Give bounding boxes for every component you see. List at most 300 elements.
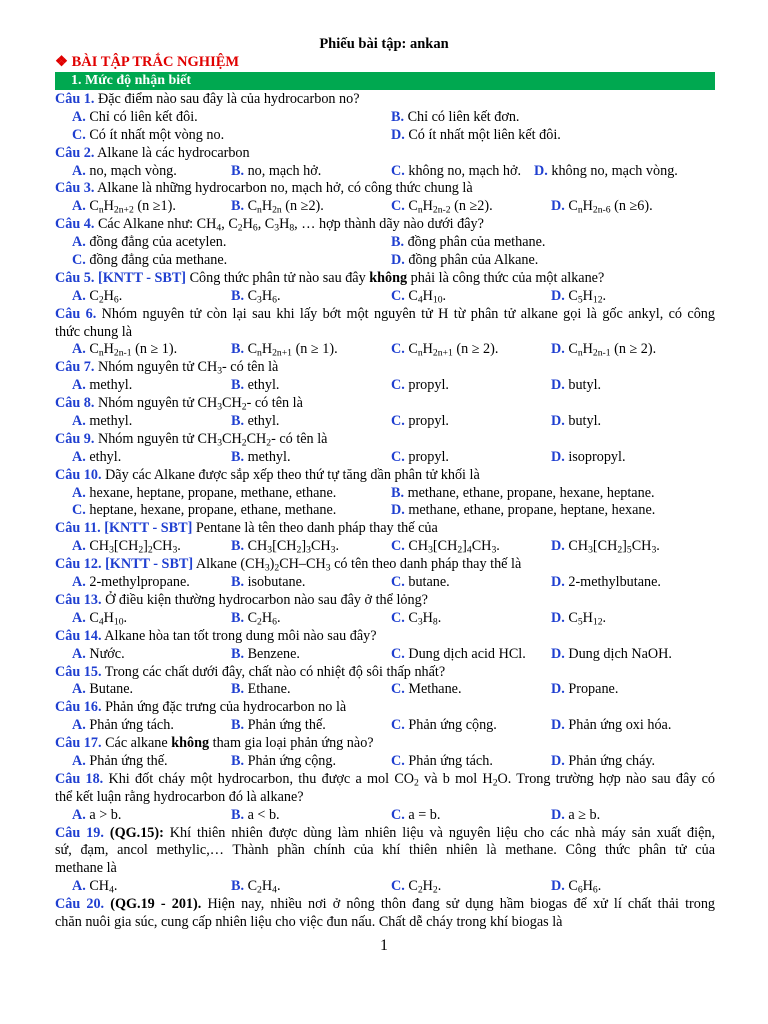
answer-option xyxy=(72,502,336,520)
option-letter: A. xyxy=(72,377,86,394)
answer-option xyxy=(391,288,446,306)
option-letter: B. xyxy=(231,377,245,394)
answer-option xyxy=(551,681,618,699)
options-row xyxy=(55,377,715,395)
question-text: Trong các chất dưới đây, chất nào có nhiệt độ sôi thấp nhất? xyxy=(101,663,446,680)
option-letter: D. xyxy=(551,574,565,591)
answer-option xyxy=(72,163,177,181)
option-letter: B. xyxy=(231,806,245,823)
question-text: Khi đốt cháy một hydrocarbon, thu được a mol $CO_2$ và b mol $H_2O$. Trong trường hợp nào sau đây có xyxy=(103,770,715,789)
question-text: [KNTT - SBT] Alkane $(CH_3)_2CH-CH_3$ có tên theo danh pháp thay thế là xyxy=(105,556,522,574)
option-text: Dung dịch NaOH. xyxy=(564,645,672,662)
answer-option xyxy=(551,610,606,628)
question-number: Câu 2. xyxy=(55,144,95,161)
option-letter: A. xyxy=(72,609,86,626)
option-text: propyl. xyxy=(404,448,449,465)
option-letter: C. xyxy=(391,341,405,358)
option-text: ethyl. xyxy=(244,377,280,394)
options-row xyxy=(55,485,715,503)
question-number: Câu 4. xyxy=(55,216,95,233)
options-row xyxy=(55,807,715,825)
option-letter: D. xyxy=(551,752,565,769)
question-text: Các alkane không tham gia loại phản ứng nào? xyxy=(101,735,374,752)
option-text: heptane, hexane, propane, ethane, methane. xyxy=(85,502,337,519)
option-text: methane, ethane, propane, heptane, hexane. xyxy=(404,502,656,519)
option-text: $C_nH_{2n+1}$ (n ≥ 1). xyxy=(244,341,338,359)
option-letter: D. xyxy=(551,681,565,698)
option-letter: C. xyxy=(391,162,405,179)
options-row xyxy=(55,753,715,771)
option-text: Chỉ có liên kết đôi. xyxy=(85,108,198,125)
option-letter: C. xyxy=(72,502,86,519)
answer-option xyxy=(231,574,305,592)
option-text: propyl. xyxy=(404,377,449,394)
option-letter: B. xyxy=(231,681,245,698)
question-number: Câu 15. xyxy=(55,663,102,680)
answer-option xyxy=(391,574,450,592)
option-text: đồng phân của methane. xyxy=(404,234,546,251)
answer-option xyxy=(231,341,338,359)
option-letter: A. xyxy=(72,574,86,591)
options-row xyxy=(55,610,715,628)
option-text: $C_nH_{2n-1}$ (n ≥ 2). xyxy=(564,341,657,359)
options-row xyxy=(55,574,715,592)
question-item xyxy=(55,180,715,216)
question-stem xyxy=(55,896,715,914)
answer-option xyxy=(231,163,321,181)
answer-option xyxy=(72,109,198,127)
question-stem xyxy=(55,359,715,377)
question-number: Câu 16. xyxy=(55,699,102,716)
question-number: Câu 7. xyxy=(55,359,95,376)
option-letter: C. xyxy=(391,681,405,698)
option-text: không no, mạch vòng. xyxy=(547,162,678,179)
option-text: butyl. xyxy=(564,377,602,394)
answer-option xyxy=(391,234,545,252)
option-letter: C. xyxy=(391,538,405,555)
answer-option xyxy=(551,198,653,216)
option-text: a ≥ b. xyxy=(564,806,601,823)
option-letter: C. xyxy=(391,878,405,895)
option-letter: A. xyxy=(72,752,86,769)
question-list xyxy=(55,91,715,932)
option-text: Propane. xyxy=(564,681,619,698)
option-text: 2-methylbutane. xyxy=(564,574,661,591)
option-letter: A. xyxy=(72,681,86,698)
option-text: không no, mạch hở. xyxy=(404,162,522,179)
question-text: (QG.15): Khí thiên nhiên được dùng làm nhiên liệu và nguyên liệu cho các nhà máy sản xuất điện, xyxy=(109,824,716,841)
answer-option xyxy=(72,681,133,699)
question-text: Alkane là những hydrocarbon no, mạch hở, có công thức chung là xyxy=(94,180,473,197)
question-item xyxy=(55,771,715,825)
option-letter: B. xyxy=(391,484,405,501)
options-row xyxy=(55,109,715,127)
answer-option xyxy=(551,574,661,592)
option-text: isobutane. xyxy=(244,574,306,591)
option-letter: A. xyxy=(72,413,86,430)
question-item xyxy=(55,145,715,181)
answer-option xyxy=(391,502,655,520)
question-stem xyxy=(55,395,715,413)
page-number: 1 xyxy=(380,937,388,954)
options-row xyxy=(55,413,715,431)
question-number: Câu 17. xyxy=(55,735,102,752)
option-text: $C_4H_{10}$. xyxy=(404,287,447,306)
option-text: đồng phân của Alkane. xyxy=(404,252,539,269)
option-text: $C_nH_{2n-1}$ (n ≥ 1). xyxy=(85,341,178,359)
option-letter: D. xyxy=(551,538,565,555)
answer-option xyxy=(72,198,176,216)
option-letter: A. xyxy=(72,878,86,895)
question-number: Câu 13. xyxy=(55,591,102,608)
question-stem xyxy=(55,556,715,574)
question-item xyxy=(55,270,715,306)
question-stem-continued xyxy=(55,789,715,807)
question-text: Đặc điểm nào sau đây là của hydrocarbon no? xyxy=(94,91,360,107)
options-row xyxy=(55,127,715,145)
answer-option xyxy=(72,878,117,896)
question-text: Nhóm nguyên tử còn lại sau khi lấy bớt một nguyên tử H từ phân tử alkane gọi là gốc ankyl, có công xyxy=(96,305,715,322)
question-item xyxy=(55,628,715,664)
answer-option xyxy=(231,610,280,628)
option-text: ethyl. xyxy=(244,413,280,430)
option-letter: A. xyxy=(72,287,86,304)
option-letter: D. xyxy=(391,252,405,269)
options-row xyxy=(55,878,715,896)
option-letter: B. xyxy=(231,287,245,304)
option-text: $CH_3[CH_2]_3CH_3$. xyxy=(244,538,340,556)
question-number: Câu 10. xyxy=(55,466,102,483)
option-text: a = b. xyxy=(404,806,441,823)
option-text: Nước. xyxy=(85,645,125,662)
answer-option xyxy=(551,753,655,771)
answer-option xyxy=(72,127,224,145)
question-text: chăn nuôi gia súc, cung cấp nhiên liệu cho việc đun nấu. Chất dễ cháy trong khí biogas là xyxy=(55,913,563,930)
option-text: $C_nH_{2n}$ (n ≥2). xyxy=(244,198,324,216)
option-letter: B. xyxy=(231,609,245,626)
option-letter: A. xyxy=(72,645,86,662)
options-row xyxy=(55,646,715,664)
answer-option xyxy=(551,413,601,431)
option-text: Phản ứng tách. xyxy=(85,717,174,734)
option-letter: A. xyxy=(72,234,86,251)
option-letter: B. xyxy=(391,108,405,125)
option-letter: A. xyxy=(72,162,86,179)
option-text: Phản ứng thế. xyxy=(244,717,326,734)
options-row xyxy=(55,234,715,252)
question-text: [KNTT - SBT] Pentane là tên theo danh pháp thay thế của xyxy=(104,520,438,537)
option-text: Phản ứng cộng. xyxy=(244,752,337,769)
option-letter: C. xyxy=(72,126,86,143)
answer-option xyxy=(72,252,227,270)
option-text: $C_nH_{2n-6}$ (n ≥6). xyxy=(564,198,653,216)
question-number: Câu 9. xyxy=(55,430,95,447)
option-letter: B. xyxy=(231,645,245,662)
option-letter: C. xyxy=(391,413,405,430)
option-letter: D. xyxy=(551,287,565,304)
question-stem xyxy=(55,735,715,753)
option-letter: D. xyxy=(551,717,565,734)
option-text: no, mạch hở. xyxy=(244,162,322,179)
answer-option xyxy=(391,878,441,896)
question-text: Dãy các Alkane được sắp xếp theo thứ tự tăng dần phân tử khối là xyxy=(101,466,480,483)
option-text: Dung dịch acid HCl. xyxy=(404,645,526,662)
question-number: Câu 20. xyxy=(55,896,105,913)
option-text: ethyl. xyxy=(85,448,122,465)
question-number: Câu 11. xyxy=(55,520,101,537)
options-row xyxy=(55,502,715,520)
option-letter: D. xyxy=(551,878,565,895)
question-item xyxy=(55,216,715,270)
options-row xyxy=(55,681,715,699)
page-title: Phiếu bài tập: ankan xyxy=(319,36,449,52)
option-letter: D. xyxy=(551,377,565,394)
question-text: (QG.19 - 201). Hiện nay, nhiều nơi ở nông thôn đang sử dụng hầm biogas để xử lí chất thải trong xyxy=(110,896,716,913)
question-stem xyxy=(55,771,715,789)
option-text: $C_nH_{2n-2}$ (n ≥2). xyxy=(404,198,493,216)
question-item xyxy=(55,467,715,521)
question-text: thức chung là xyxy=(55,323,133,340)
option-letter: D. xyxy=(391,126,405,143)
question-stem xyxy=(55,145,715,163)
question-stem xyxy=(55,180,715,198)
answer-option xyxy=(72,646,125,664)
option-letter: B. xyxy=(231,717,245,734)
answer-option xyxy=(231,753,336,771)
answer-option xyxy=(391,717,497,735)
answer-option xyxy=(231,413,279,431)
option-letter: B. xyxy=(231,341,245,358)
option-letter: B. xyxy=(231,574,245,591)
answer-option xyxy=(231,807,280,825)
option-letter: B. xyxy=(391,234,405,251)
question-text: Các Alkane như: $CH_4$, $C_2H_6$, $C_3H_8$, … hợp thành dãy nào dưới đây? xyxy=(94,216,484,234)
options-row xyxy=(55,163,715,181)
question-text: Phản ứng đặc trưng của hydrocarbon no là xyxy=(101,699,347,716)
option-text: $C_3H_8$. xyxy=(404,609,442,628)
answer-option xyxy=(72,753,168,771)
section-heading xyxy=(55,54,239,71)
question-text: Nhóm nguyên tử $CH_3-$ có tên là xyxy=(94,359,279,377)
question-text: Alkane hòa tan tốt trong dung môi nào sau đây? xyxy=(101,627,377,644)
answer-option xyxy=(391,252,538,270)
question-text: sứ, đạm, ancol methylic,… Thành phần chính của khí thiên nhiên là methane. Công thức phân tử của xyxy=(55,842,715,859)
answer-option xyxy=(231,717,326,735)
option-text: methane, ethane, propane, hexane, heptane. xyxy=(404,484,655,501)
answer-option xyxy=(551,288,606,306)
option-letter: C. xyxy=(391,609,405,626)
answer-option xyxy=(551,449,626,467)
option-letter: C. xyxy=(72,252,86,269)
option-letter: C. xyxy=(391,448,405,465)
option-text: 2-methylpropane. xyxy=(85,574,190,591)
question-item xyxy=(55,735,715,771)
question-item xyxy=(55,91,715,145)
question-stem-continued xyxy=(55,842,715,860)
option-letter: B. xyxy=(231,538,245,555)
question-text: [KNTT - SBT] Công thức phân tử nào sau đây không phải là công thức của một alkane? xyxy=(97,269,605,286)
answer-option xyxy=(72,234,226,252)
question-stem xyxy=(55,270,715,288)
diamond-icon: ❖ xyxy=(55,54,68,70)
answer-option xyxy=(231,198,324,216)
option-letter: C. xyxy=(391,806,405,823)
option-letter: A. xyxy=(72,484,86,501)
option-letter: C. xyxy=(391,377,405,394)
answer-option xyxy=(551,646,672,664)
option-text: isopropyl. xyxy=(564,448,626,465)
question-stem xyxy=(55,628,715,646)
answer-option xyxy=(72,807,121,825)
answer-option xyxy=(551,377,601,395)
answer-option xyxy=(391,753,493,771)
option-text: Có ít nhất một vòng no. xyxy=(85,126,225,143)
answer-option xyxy=(72,288,122,306)
answer-option xyxy=(72,538,181,556)
answer-option xyxy=(391,646,526,664)
answer-option xyxy=(391,485,655,503)
option-letter: D. xyxy=(551,448,565,465)
question-stem-continued xyxy=(55,914,715,932)
question-number: Câu 12. xyxy=(55,556,102,573)
option-letter: D. xyxy=(551,198,565,215)
answer-option xyxy=(231,681,291,699)
option-text: $C_3H_6$. xyxy=(244,287,281,306)
option-letter: A. xyxy=(72,341,86,358)
question-item xyxy=(55,825,715,897)
option-letter: C. xyxy=(391,752,405,769)
option-text: $CH_3[CH_2]_2CH_3$. xyxy=(85,538,181,556)
option-letter: D. xyxy=(534,162,548,179)
option-letter: D. xyxy=(551,806,565,823)
question-stem xyxy=(55,825,715,843)
question-number: Câu 18. xyxy=(55,770,104,787)
question-stem xyxy=(55,216,715,234)
level-bar-text: 1. Mức độ nhận biết xyxy=(71,73,192,88)
option-text: $C_nH_{2n+1}$ (n ≥ 2). xyxy=(404,341,499,359)
option-letter: B. xyxy=(231,413,245,430)
answer-option xyxy=(391,681,462,699)
answer-option xyxy=(72,377,132,395)
option-letter: D. xyxy=(551,413,565,430)
options-row xyxy=(55,252,715,270)
question-item xyxy=(55,395,715,431)
option-text: $C_6H_6$. xyxy=(564,878,602,896)
answer-option xyxy=(391,377,449,395)
option-text: $C_nH_{2n+2}$ (n ≥1). xyxy=(85,198,176,216)
option-text: no, mạch vòng. xyxy=(85,162,177,179)
question-number: Câu 1. xyxy=(55,91,95,107)
option-text: methyl. xyxy=(85,377,133,394)
question-stem-continued xyxy=(55,860,715,878)
question-number: Câu 8. xyxy=(55,395,95,412)
option-text: Có ít nhất một liên kết đôi. xyxy=(404,126,561,143)
section-heading-text: BÀI TẬP TRẮC NGHIỆM xyxy=(71,54,240,70)
option-letter: D. xyxy=(391,502,405,519)
answer-option xyxy=(551,717,671,735)
option-letter: B. xyxy=(231,448,245,465)
option-letter: B. xyxy=(231,198,245,215)
option-text: Butane. xyxy=(85,681,134,698)
question-text: Nhóm nguyên tử $CH_3CH_2-$ có tên là xyxy=(94,395,303,413)
answer-option xyxy=(231,288,280,306)
options-row xyxy=(55,717,715,735)
question-number: Câu 5. xyxy=(55,269,95,286)
option-text: Phản ứng thế. xyxy=(85,752,168,769)
option-text: đồng đẳng của acetylen. xyxy=(85,234,227,251)
answer-option xyxy=(391,413,449,431)
answer-option xyxy=(551,341,656,359)
option-letter: A. xyxy=(72,108,86,125)
option-letter: C. xyxy=(391,645,405,662)
option-text: $C_2H_6$. xyxy=(85,287,123,306)
option-text: propyl. xyxy=(404,413,449,430)
options-row xyxy=(55,341,715,359)
option-letter: C. xyxy=(391,198,405,215)
option-text: Phản ứng cháy. xyxy=(564,752,656,769)
options-row xyxy=(55,288,715,306)
answer-option xyxy=(72,449,121,467)
option-text: methyl. xyxy=(244,448,291,465)
question-stem xyxy=(55,592,715,610)
option-text: Phản ứng oxi hóa. xyxy=(564,717,672,734)
option-letter: D. xyxy=(551,341,565,358)
question-stem-continued xyxy=(55,324,715,342)
option-text: methyl. xyxy=(85,413,133,430)
answer-option xyxy=(551,807,600,825)
answer-option xyxy=(391,807,440,825)
option-text: Benzene. xyxy=(244,645,300,662)
option-text: Chỉ có liên kết đơn. xyxy=(404,108,520,125)
option-text: $CH_3[CH_2]_5CH_3$. xyxy=(564,538,660,556)
question-number: Câu 6. xyxy=(55,305,97,322)
option-text: $C_4H_{10}$. xyxy=(85,609,128,628)
option-text: hexane, heptane, propane, methane, ethane. xyxy=(85,484,337,501)
question-number: Câu 14. xyxy=(55,627,102,644)
question-item xyxy=(55,520,715,556)
question-item xyxy=(55,306,715,360)
option-letter: B. xyxy=(231,878,245,895)
option-text: $CH_3[CH_2]_4CH_3$. xyxy=(404,538,500,556)
option-letter: D. xyxy=(551,645,565,662)
answer-option xyxy=(231,538,339,556)
option-letter: C. xyxy=(391,574,405,591)
question-text: thể kết luận rằng hydrocarbon đó là alkane? xyxy=(55,788,304,805)
answer-option xyxy=(391,449,449,467)
answer-option xyxy=(72,717,174,735)
question-item xyxy=(55,556,715,592)
question-stem xyxy=(55,467,715,485)
option-letter: A. xyxy=(72,806,86,823)
option-text: đồng đẳng của methane. xyxy=(85,252,228,269)
options-row xyxy=(55,449,715,467)
option-text: $CH_4$. xyxy=(85,878,118,896)
option-letter: B. xyxy=(231,752,245,769)
question-stem xyxy=(55,699,715,717)
option-text: Phản ứng tách. xyxy=(404,752,493,769)
answer-option xyxy=(72,413,132,431)
question-item xyxy=(55,592,715,628)
answer-option xyxy=(551,538,660,556)
question-text: methane là xyxy=(55,860,117,877)
option-text: $C_2H_2$. xyxy=(404,878,442,896)
option-text: $C_2H_4$. xyxy=(244,878,281,896)
option-letter: C. xyxy=(391,287,405,304)
answer-option xyxy=(391,198,493,216)
option-text: a < b. xyxy=(244,806,280,823)
answer-option xyxy=(534,163,678,181)
answer-option xyxy=(231,878,280,896)
